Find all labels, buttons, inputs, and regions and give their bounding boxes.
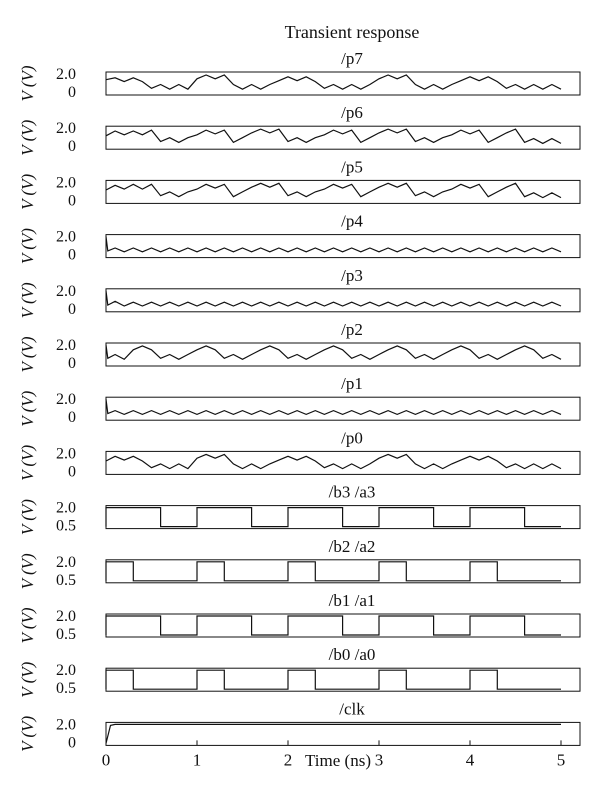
plot-frame [106,560,580,583]
panel-title: /p1 [341,374,363,394]
y-axis-label: V (V) [18,607,37,644]
y-axis-label: V (V) [18,390,37,427]
y-axis-label: V (V) [18,715,37,752]
panel-title: /b2 /a2 [328,536,376,556]
y-tick-label: 0 [68,300,76,318]
panel-5 [18,266,580,319]
y-tick-label: 2.0 [56,174,76,192]
panel-12 [18,645,580,698]
x-tick-label: 1 [192,750,202,770]
panel-title: /p7 [341,49,363,68]
series-line [106,75,561,89]
panel-title: /b1 /a1 [328,591,376,610]
y-tick-label: 2.0 [56,282,76,300]
plot-frame [106,126,580,149]
y-axis-label: V (V) [18,119,37,156]
y-axis-label: V (V) [18,661,37,698]
panel-title: /p5 [341,157,363,177]
y-tick-label: 0.5 [56,626,76,643]
series-line [106,724,561,743]
y-tick-label: 0 [68,138,76,156]
series-line [106,399,561,414]
plot-frame [106,289,580,312]
y-tick-label: 0 [68,734,76,752]
panel-3 [18,157,580,210]
series-line [106,670,561,689]
y-axis-label: V (V) [18,65,37,102]
x-tick-label: 4 [465,750,475,770]
plot-frame [106,451,580,474]
series-line [106,562,561,581]
y-axis-label: V (V) [18,173,37,210]
x-axis-label: Time (ns) [305,751,371,770]
y-tick-label: 2.0 [56,445,76,463]
series-line [106,454,561,468]
plot-frame [106,668,580,691]
panel-10 [18,537,580,590]
y-tick-label: 2.0 [56,608,76,625]
y-tick-label: 0 [68,355,76,372]
y-tick-label: 2.0 [56,66,76,83]
series-line [106,616,561,635]
plot-frame [106,180,580,203]
y-tick-label: 0 [68,409,76,427]
y-tick-label: 2.0 [56,228,76,246]
y-tick-label: 0.5 [56,517,76,535]
panel-6 [18,320,580,373]
x-tick-label: 5 [556,750,566,770]
series-line [106,508,561,527]
panels-group [18,49,580,752]
panel-title: /p6 [341,103,363,123]
x-tick-label: 3 [374,750,384,770]
panel-title: /p3 [341,265,363,285]
y-tick-label: 2.0 [56,120,76,138]
chart-title: Transient response [284,22,420,42]
plot-frame [106,72,580,95]
y-axis-label: V (V) [18,282,37,319]
plot-frame [106,722,580,745]
y-tick-label: 0.5 [56,571,76,589]
y-axis-label: V (V) [18,499,37,536]
series-line [106,237,561,252]
panel-title: /b0 /a0 [328,645,376,665]
y-tick-label: 0.5 [56,680,76,698]
y-axis-label: V (V) [18,444,37,481]
panel-13 [18,699,580,752]
panel-4 [18,212,580,265]
series-line [106,129,561,143]
y-axis-label: V (V) [18,228,37,265]
plot-frame [106,343,580,366]
panel-title: /p4 [341,211,363,231]
plot-frame [106,397,580,420]
panel-title: /p0 [341,428,363,448]
panel-title: /p2 [341,320,363,339]
x-tick-label: 2 [283,750,293,770]
panel-8 [18,428,580,481]
x-tick-label: 0 [101,750,111,770]
panel-11 [18,591,580,644]
panel-1 [18,49,580,102]
y-axis-label: V (V) [18,336,37,373]
panel-2 [18,103,580,156]
series-line [106,345,561,359]
series-line [106,183,561,197]
y-axis-label: V (V) [18,553,37,590]
panel-9 [18,483,580,536]
y-tick-label: 2.0 [56,499,76,517]
panel-title: /clk [339,699,365,719]
panel-7 [18,374,580,427]
y-tick-label: 0 [68,192,76,210]
y-tick-label: 2.0 [56,337,76,354]
y-tick-label: 2.0 [56,391,76,409]
y-tick-label: 0 [68,84,76,101]
y-tick-label: 2.0 [56,716,76,734]
y-tick-label: 2.0 [56,553,76,571]
y-tick-label: 2.0 [56,662,76,680]
plot-frame [106,235,580,258]
y-tick-label: 0 [68,463,76,481]
panel-title: /b3 /a3 [328,482,376,502]
series-line [106,291,561,306]
y-tick-label: 0 [68,246,76,264]
